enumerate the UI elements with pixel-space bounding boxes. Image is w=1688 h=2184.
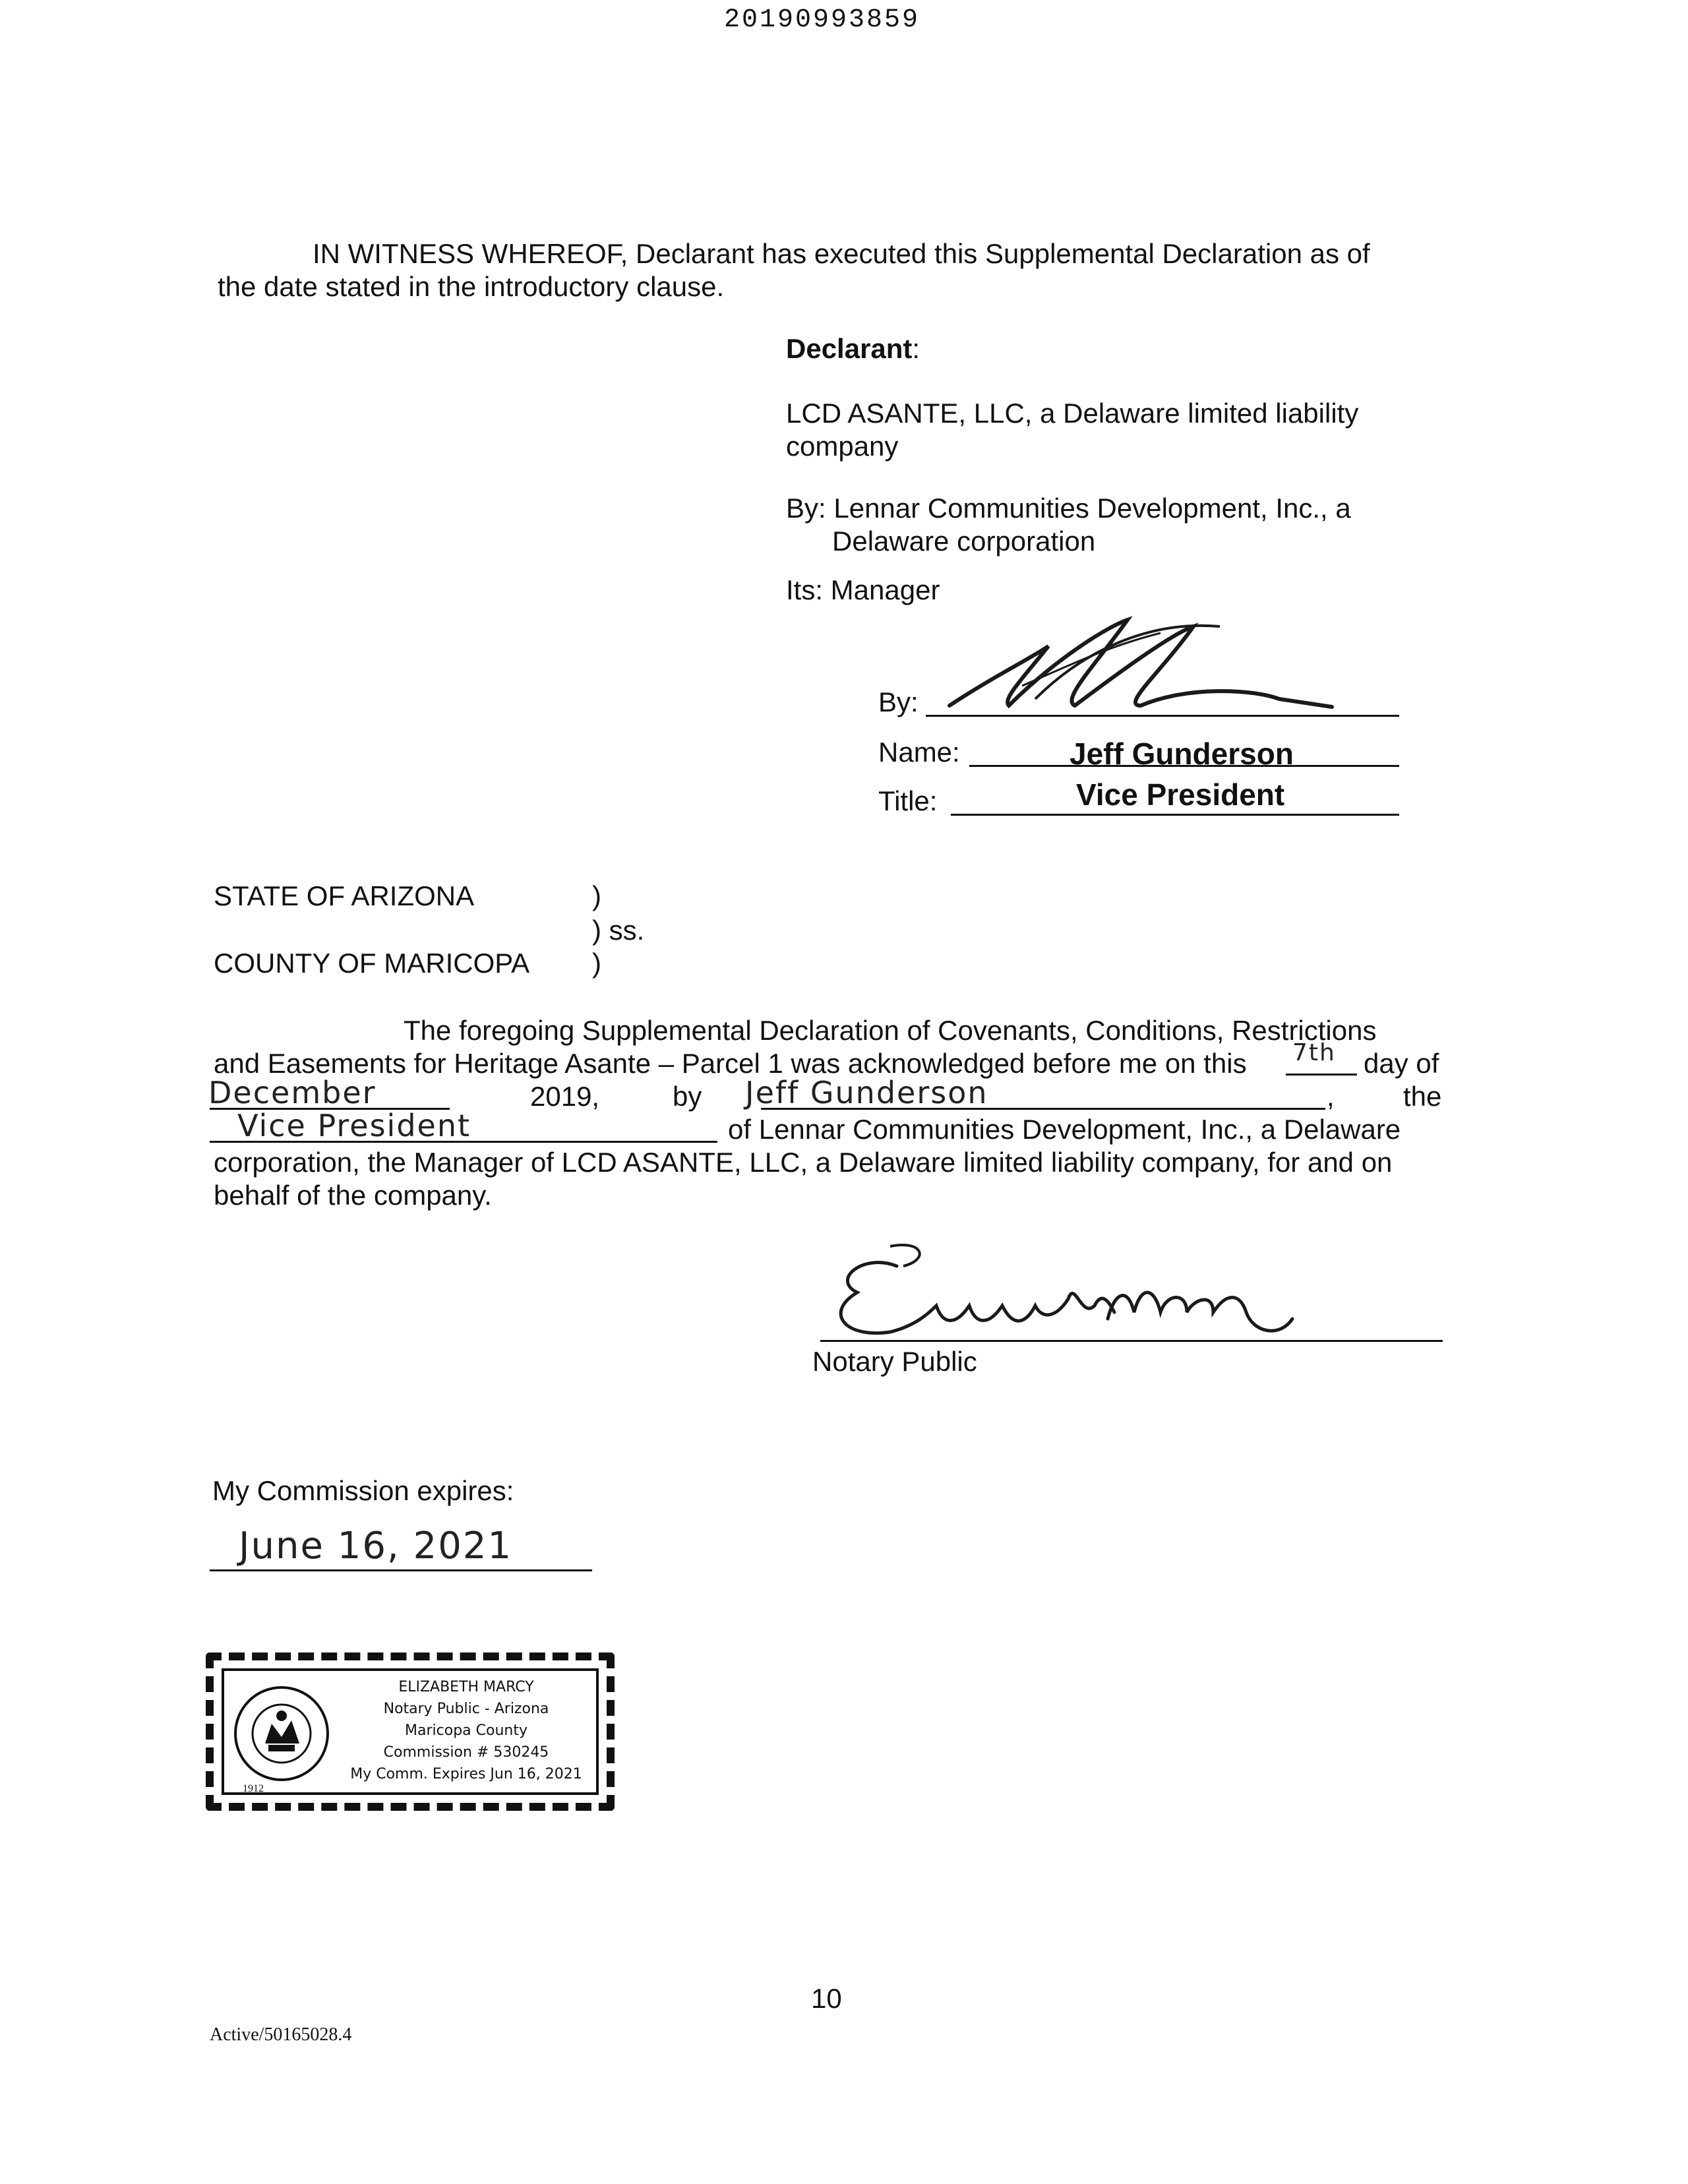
stamp-line-expires: My Comm. Expires Jun 16, 2021: [350, 1766, 582, 1782]
by-line-1: By: Lennar Communities Development, Inc., a: [786, 493, 1351, 524]
title-value: Vice President: [1076, 777, 1285, 812]
witness-line-1: IN WITNESS WHEREOF, Declarant has executed this Supplemental Declaration as of: [313, 238, 1370, 269]
stamp-line-name: ELIZABETH MARCY: [398, 1679, 534, 1695]
ack-comma: ,: [1327, 1081, 1335, 1112]
its-manager: Its: Manager: [786, 574, 940, 605]
recording-number: 20190993859: [724, 5, 920, 35]
company-line-2: company: [786, 431, 899, 462]
ack-title-line: [210, 1141, 717, 1143]
commission-date-handwritten: June 16, 2021: [239, 1525, 513, 1567]
ack-line-4: of Lennar Communities Development, Inc., a Delaware: [728, 1114, 1401, 1145]
ack-line-5: corporation, the Manager of LCD ASANTE, LLC, a Delaware limited liability company, for and on: [214, 1147, 1393, 1178]
venue-paren-top: ): [592, 880, 601, 911]
by-line-2: Delaware corporation: [832, 526, 1096, 557]
ack-line-1: The foregoing Supplemental Declaration of Covenants, Conditions, Restrictions: [404, 1015, 1377, 1046]
state-of-arizona: STATE OF ARIZONA: [214, 880, 475, 911]
name-value: Jeff Gunderson: [1070, 737, 1294, 771]
state-seal-icon: [232, 1684, 331, 1783]
page-number: 10: [811, 1983, 842, 2014]
ack-signer-handwritten: Jeff Gunderson: [745, 1075, 988, 1110]
by-signature-line: [926, 715, 1399, 717]
ack-title-handwritten: Vice President: [237, 1108, 471, 1143]
ack-the: the: [1403, 1081, 1442, 1112]
county-of-maricopa: COUNTY OF MARICOPA: [214, 948, 530, 979]
title-line: [951, 814, 1399, 816]
name-line: [969, 765, 1399, 767]
by-label: By:: [878, 686, 919, 717]
commission-label: My Commission expires:: [212, 1475, 514, 1506]
declarant-heading: [786, 332, 920, 365]
document-id: Active/50165028.4: [210, 2024, 352, 2045]
notary-public-label: Notary Public: [812, 1346, 977, 1377]
notary-signature-line: [820, 1340, 1443, 1342]
ack-day-handwritten: 7th: [1292, 1039, 1336, 1066]
ack-day-line: [1286, 1074, 1357, 1076]
stamp-line-commission: Commission # 530245: [383, 1744, 549, 1761]
title-label: Title:: [878, 785, 938, 816]
ack-signer-line: [761, 1108, 1325, 1110]
declarant-signature: [910, 607, 1372, 739]
venue-ss: ) ss.: [592, 915, 645, 946]
ack-day-of: day of: [1364, 1048, 1439, 1079]
seal-year: 1912: [243, 1783, 264, 1794]
declarant-colon: :: [912, 333, 920, 364]
ack-line-6: behalf of the company.: [214, 1180, 492, 1211]
venue-paren-bottom: ): [592, 948, 601, 979]
name-label: Name:: [878, 737, 960, 768]
company-line-1: LCD ASANTE, LLC, a Delaware limited liability: [786, 398, 1359, 429]
ack-year: 2019,: [530, 1081, 600, 1112]
stamp-line-title: Notary Public - Arizona: [383, 1701, 549, 1717]
stamp-text-block: [331, 1676, 601, 1785]
commission-date-line: [210, 1569, 592, 1571]
witness-line-2: the date stated in the introductory clause.: [218, 271, 725, 302]
declarant-label: Declarant: [786, 333, 913, 364]
ack-by: by: [673, 1081, 702, 1112]
notary-stamp: [206, 1653, 615, 1811]
stamp-line-county: Maricopa County: [405, 1722, 528, 1739]
ack-month-handwritten: December: [208, 1075, 377, 1110]
ack-line-2: and Easements for Heritage Asante – Parcel 1 was acknowledged before me on this: [214, 1048, 1247, 1079]
